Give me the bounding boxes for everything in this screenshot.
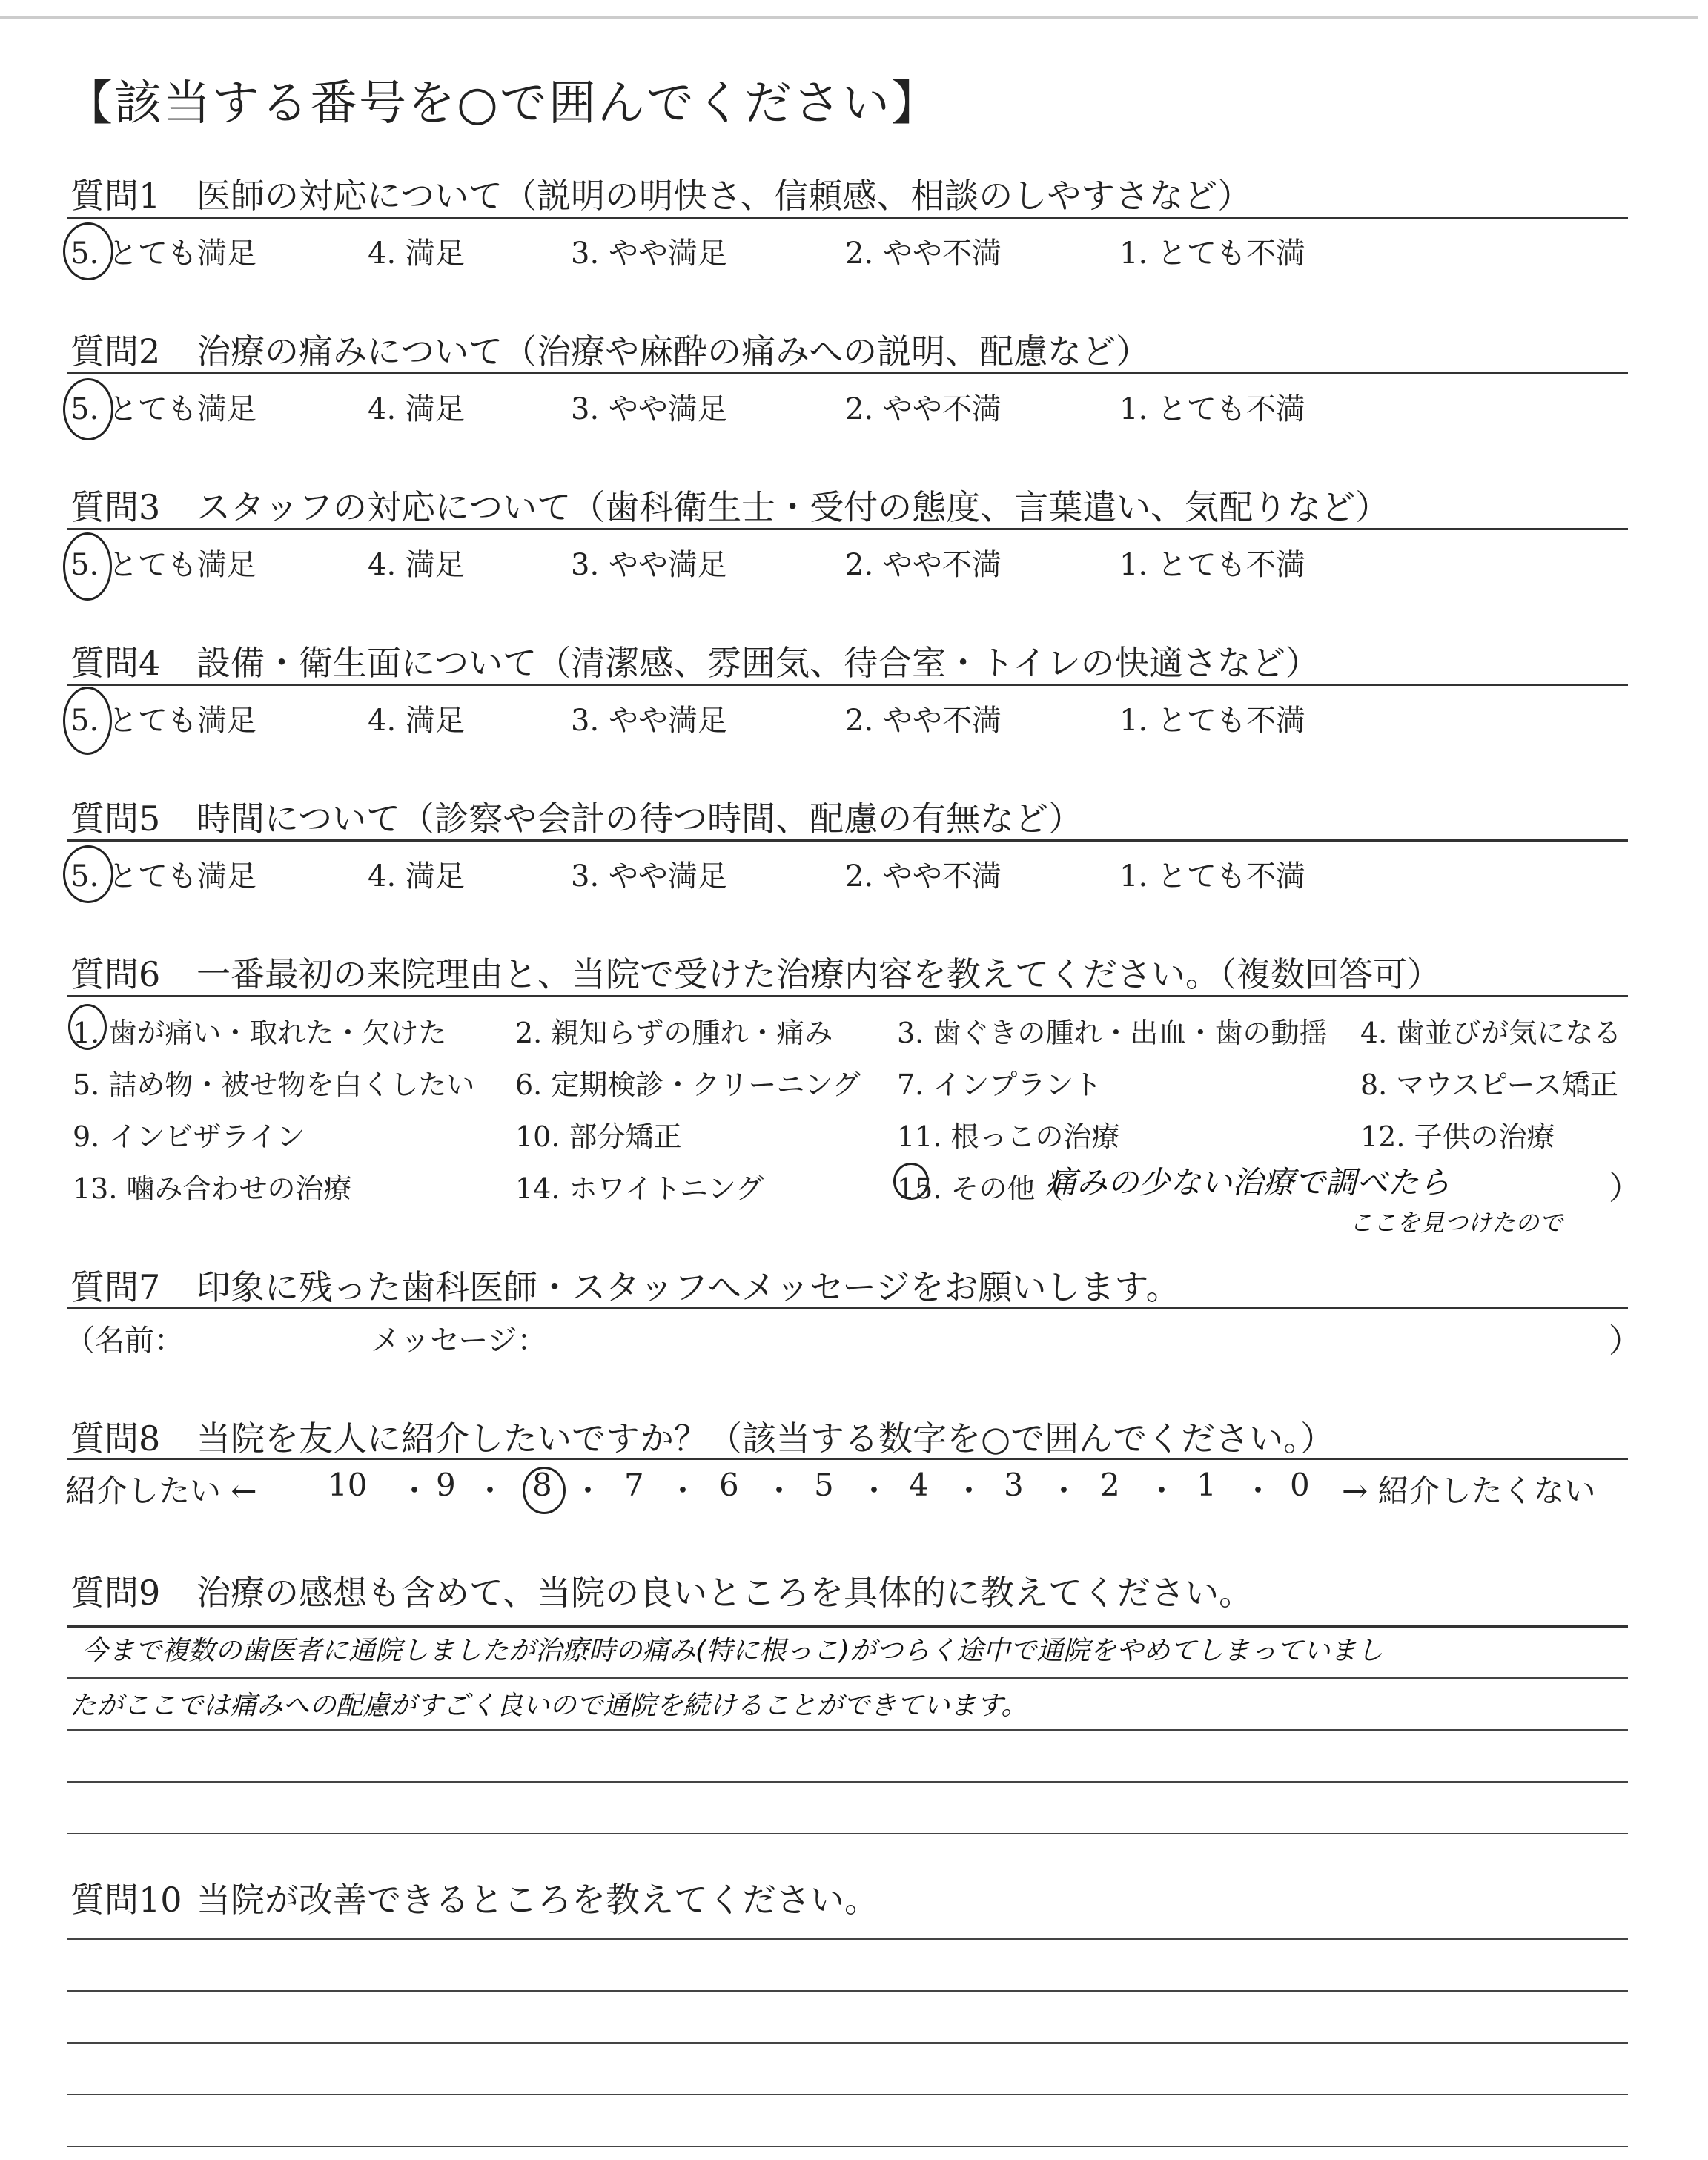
- question-10: [70, 1873, 878, 1922]
- question-rule: [67, 995, 1628, 997]
- treatment-option[interactable]: 6. 定期検診・クリーニング: [515, 1069, 861, 1101]
- question-2: [70, 325, 1150, 374]
- rating-option[interactable]: 1. とても不満: [1119, 548, 1305, 582]
- rating-option[interactable]: 5. とても満足: [70, 237, 256, 271]
- rating-option[interactable]: 3. やや満足: [571, 237, 727, 271]
- question-text: 設備・衛生面について（清潔感、雰囲気、待合室・トイレの快適さなど）: [196, 643, 1320, 683]
- selected-circle: [63, 532, 112, 601]
- treatment-option[interactable]: 5. 詰め物・被せ物を白くしたい: [73, 1069, 475, 1101]
- answer-line: [67, 1625, 1628, 1628]
- question-number: 質問8: [70, 1418, 161, 1459]
- selected-circle: [63, 378, 113, 440]
- scale-value-5[interactable]: 5: [814, 1467, 834, 1503]
- rating-option[interactable]: 4. 満足: [368, 548, 465, 582]
- selected-circle: [63, 687, 112, 755]
- question-text: 印象に残った歯科医師・スタッフへメッセージをお願いします。: [196, 1267, 1180, 1307]
- question-1: [70, 169, 1251, 218]
- answer-line: [67, 1833, 1628, 1834]
- selected-circle: [63, 845, 113, 903]
- treatment-option[interactable]: 9. インビザライン: [73, 1120, 305, 1153]
- scale-dot: ・: [858, 1473, 890, 1509]
- selected-circle: [523, 1467, 566, 1514]
- treatment-option[interactable]: 3. 歯ぐきの腫れ・出血・歯の動揺: [897, 1017, 1328, 1049]
- top-edge-line: [0, 16, 1698, 19]
- selected-circle: [63, 222, 113, 280]
- rating-option[interactable]: 1. とても不満: [1119, 859, 1305, 894]
- scale-value-3[interactable]: 3: [1004, 1467, 1024, 1503]
- rating-option[interactable]: 2. やや不満: [845, 859, 1002, 894]
- scale-dot: ・: [474, 1473, 506, 1509]
- question-8: [70, 1412, 1334, 1461]
- scale-dot: ・: [1048, 1473, 1080, 1509]
- rating-option[interactable]: 5. とても満足: [70, 859, 256, 894]
- question-number: 質問9: [70, 1573, 161, 1613]
- rating-option[interactable]: 4. 満足: [368, 704, 465, 738]
- scale-dot: ・: [764, 1473, 795, 1509]
- treatment-option[interactable]: 12. 子供の治療: [1360, 1120, 1555, 1153]
- treatment-option[interactable]: 7. インプラント: [897, 1069, 1102, 1101]
- q9-answer-line1: 今まで複数の歯医者に通院しましたが治療時の痛み(特に根っこ)がつらく途中で通院をやめてしまっていまし: [82, 1636, 1384, 1666]
- question-4: [70, 636, 1320, 685]
- other-handwritten-line1: 痛みの少ない治療で調べたら: [1045, 1164, 1451, 1200]
- scale-value-0[interactable]: 0: [1290, 1467, 1310, 1503]
- question-number: 質問7: [70, 1267, 161, 1307]
- question-text: 当院が改善できるところを教えてください。: [196, 1880, 878, 1920]
- question-rule: [67, 684, 1628, 686]
- scale-value-9[interactable]: 9: [436, 1467, 456, 1503]
- rating-option[interactable]: 4. 満足: [368, 237, 465, 271]
- scale-value-10[interactable]: 10: [328, 1467, 368, 1503]
- question-number: 質問5: [70, 799, 161, 839]
- question-number: 質問4: [70, 643, 161, 683]
- q9-answer-line2: たがここでは痛みへの配慮がすごく良いので通院を続けることができています。: [70, 1691, 1028, 1721]
- question-text: 治療の痛みについて（治療や麻酔の痛みへの説明、配慮など）: [196, 331, 1151, 371]
- scale-dot: ・: [399, 1473, 431, 1509]
- scale-dot: ・: [1242, 1473, 1274, 1509]
- rating-option[interactable]: 3. やや満足: [571, 859, 727, 894]
- answer-line: [67, 1990, 1628, 1992]
- question-rule: [67, 1307, 1628, 1309]
- scale-dot: ・: [953, 1473, 985, 1509]
- recommend-right-label: → 紹介したくない: [1342, 1473, 1596, 1509]
- treatment-option[interactable]: 10. 部分矯正: [515, 1120, 682, 1153]
- treatment-option[interactable]: 1. 歯が痛い・取れた・欠けた: [73, 1017, 447, 1049]
- rating-option[interactable]: 3. やや満足: [571, 392, 727, 426]
- treatment-option[interactable]: 13. 噛み合わせの治療: [73, 1172, 352, 1205]
- rating-option[interactable]: 2. やや不満: [845, 237, 1002, 271]
- question-5: [70, 792, 1082, 841]
- question-number: 質問1: [70, 176, 161, 216]
- rating-option[interactable]: 4. 満足: [368, 392, 465, 426]
- page-heading: 【該当する番号を○で囲んでください】: [65, 76, 940, 131]
- question-rule: [67, 372, 1628, 374]
- question-text: 当院を友人に紹介したいですか？（該当する数字を○で囲んでください。）: [196, 1418, 1335, 1459]
- selected-circle: [893, 1163, 929, 1200]
- treatment-option[interactable]: 2. 親知らずの腫れ・痛み: [515, 1017, 833, 1049]
- recommend-left-label: 紹介したい ←: [65, 1473, 257, 1509]
- scale-dot: ・: [572, 1473, 604, 1509]
- treatment-option[interactable]: 8. マウスピース矯正: [1360, 1069, 1618, 1101]
- rating-option[interactable]: 4. 満足: [368, 859, 465, 894]
- message-label: メッセージ：: [371, 1324, 547, 1358]
- scale-value-8[interactable]: 8: [532, 1467, 552, 1503]
- question-number: 質問2: [70, 331, 161, 371]
- rating-option[interactable]: 5. とても満足: [70, 704, 256, 738]
- rating-option[interactable]: 3. やや満足: [571, 548, 727, 582]
- treatment-option-other[interactable]: 15. その他（: [897, 1172, 1064, 1205]
- rating-option[interactable]: 3. やや満足: [571, 704, 727, 738]
- rating-option[interactable]: 2. やや不満: [845, 392, 1002, 426]
- answer-line: [67, 1781, 1628, 1783]
- question-text: スタッフの対応について（歯科衛生士・受付の態度、言葉遣い、気配りなど）: [196, 487, 1390, 527]
- answer-line: [67, 1677, 1628, 1679]
- scale-dot: ・: [667, 1473, 699, 1509]
- rating-option[interactable]: 2. やや不満: [845, 704, 1002, 738]
- question-text: 治療の感想も含めて、当院の良いところを具体的に教えてください。: [196, 1573, 1254, 1613]
- question-3: [70, 480, 1389, 529]
- selected-circle: [68, 1004, 107, 1050]
- scale-value-4[interactable]: 4: [909, 1467, 929, 1503]
- question-text: 時間について（診察や会計の待つ時間、配慮の有無など）: [196, 799, 1083, 839]
- scale-dot: ・: [1146, 1473, 1178, 1509]
- treatment-option[interactable]: 4. 歯並びが気になる: [1360, 1017, 1622, 1049]
- treatment-option[interactable]: 11. 根っこの治療: [897, 1120, 1120, 1153]
- rating-option[interactable]: 1. とても不満: [1119, 392, 1305, 426]
- rating-option[interactable]: 5. とても満足: [70, 392, 256, 426]
- answer-line: [67, 2094, 1628, 2095]
- name-label: （名前：: [65, 1324, 184, 1358]
- question-number: 質問6: [70, 954, 161, 994]
- rating-option[interactable]: 2. やや不満: [845, 548, 1002, 582]
- answer-line: [67, 1938, 1628, 1940]
- rating-option[interactable]: 5. とても満足: [70, 548, 256, 582]
- close-paren: ）: [1609, 1322, 1641, 1360]
- question-number: 質問10: [70, 1880, 182, 1920]
- question-9: [70, 1566, 1253, 1615]
- question-text: 一番最初の来院理由と、当院で受けた治療内容を教えてください。（複数回答可）: [196, 954, 1441, 994]
- answer-line: [67, 1729, 1628, 1731]
- scale-value-7[interactable]: 7: [624, 1467, 644, 1503]
- question-rule: [67, 528, 1628, 530]
- answer-line: [67, 2042, 1628, 2044]
- rating-option[interactable]: 1. とても不満: [1119, 237, 1305, 271]
- question-7: [70, 1261, 1180, 1309]
- question-rule: [67, 217, 1628, 219]
- treatment-option[interactable]: 14. ホワイトニング: [515, 1172, 764, 1205]
- answer-line: [67, 2146, 1628, 2147]
- scale-value-2[interactable]: 2: [1100, 1467, 1120, 1503]
- question-text: 医師の対応について（説明の明快さ、信頼感、相談のしやすさなど）: [196, 176, 1252, 216]
- close-paren: ）: [1609, 1169, 1641, 1207]
- question-6: [70, 948, 1441, 997]
- rating-option[interactable]: 1. とても不満: [1119, 704, 1305, 738]
- question-rule: [67, 1458, 1628, 1460]
- scale-value-1[interactable]: 1: [1196, 1467, 1217, 1503]
- question-number: 質問3: [70, 487, 161, 527]
- question-rule: [67, 839, 1628, 842]
- other-handwritten-line2: ここを見つけたので: [1349, 1209, 1563, 1237]
- scale-value-6[interactable]: 6: [719, 1467, 739, 1503]
